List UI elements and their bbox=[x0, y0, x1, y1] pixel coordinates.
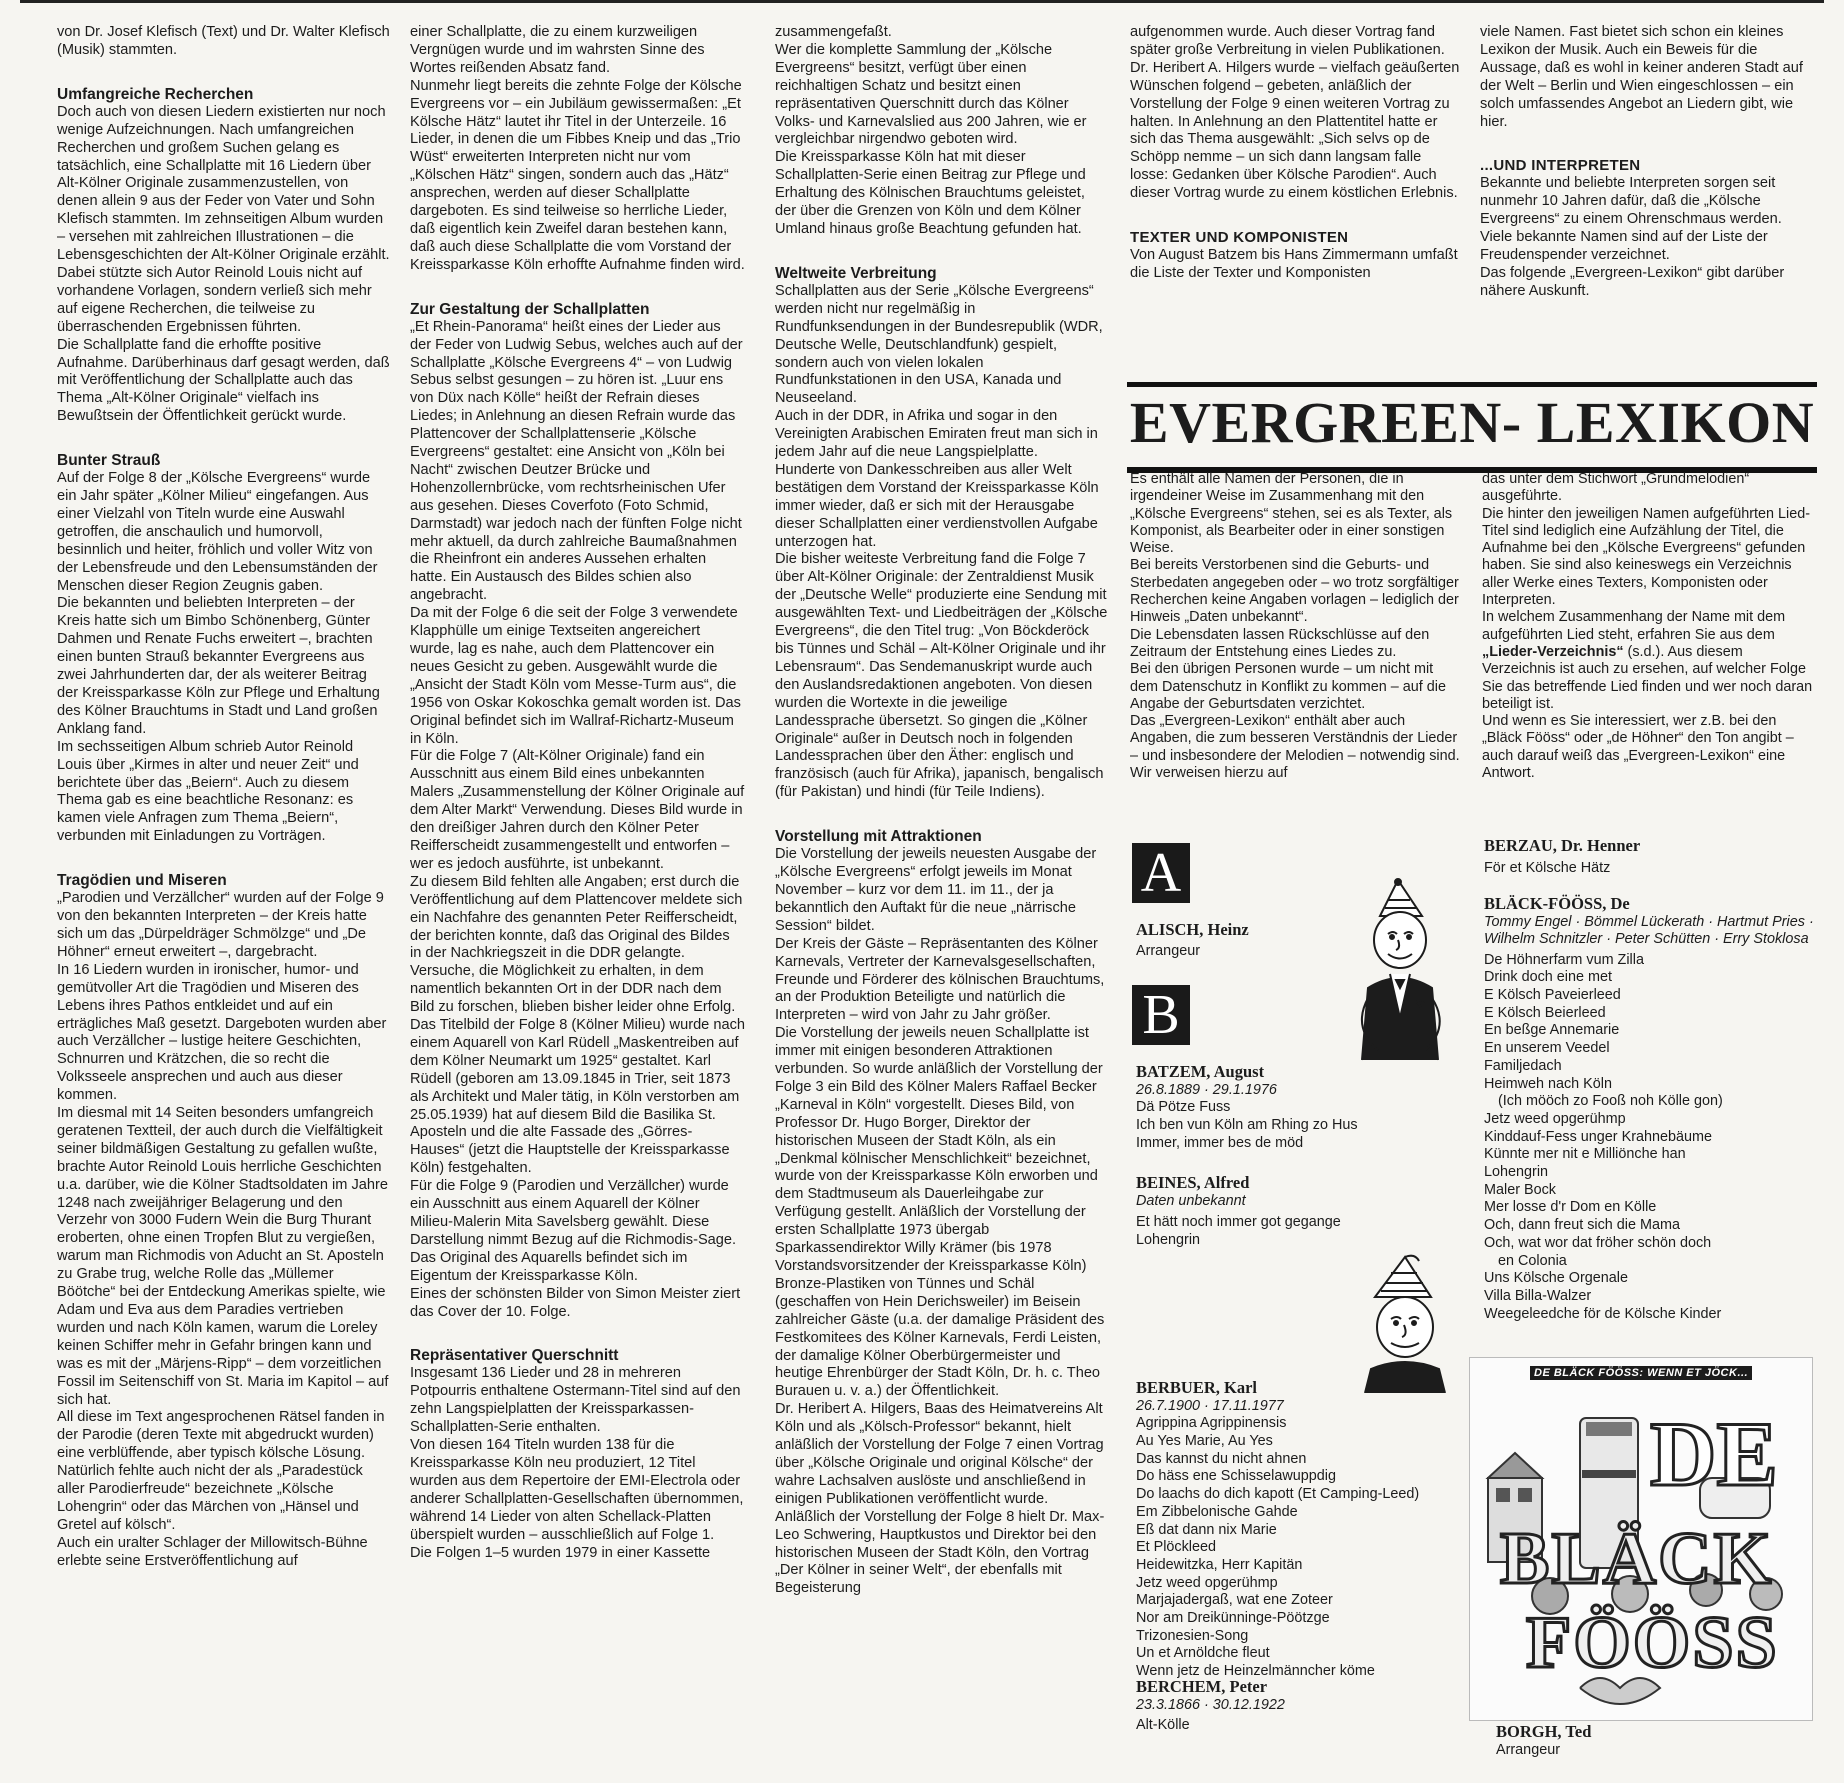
song-title: en Colonia bbox=[1498, 1252, 1567, 1269]
paragraph: Die Vorstellung der jeweils neuen Schallplatte ist immer mit einigen besonderen Attraktionen verbunden. So wurde anläßlich der Vorstellung der Folge 3 ein Bild des Kölner Malers Raffael Becker „Karneval in Köln“ vorgestellt. Dieses Bild, von Professor Dr. Hugo Borger, Direktor der historischen Museen der Stadt Köln, als ein „Denkmal kölnischer Menschlichkeit“ bezeichnet, wurde von der Kreissparkasse Köln erworben und dem Stadtmuseum als Dauerleihgabe zur Verfügung gestellt. Anläßlich der Vorstellung der ersten Schallplatte 1973 übergab Sparkassendirektor Willy Krämer (bis 1978 Vorstandsvorsitzender der Kreissparkasse Köln) Bronze-Plastiken von Tünnes und Schäl (geschaffen von Hein Derichsweiler) im Beisein zahlreicher Gäste (u.a. der damalige Präsident des Festkomitees des Kölner Karnevals, Ferdi Leisten, der damalige Kölner Oberbürgermeister und heutige Ehrenbürger der Stadt Köln, Dr. h. c. Theo Burauen u. v. a.) der Öffentlichkeit. bbox=[775, 1025, 1105, 1400]
song-title: Agrippina Agrippinensis bbox=[1136, 1415, 1287, 1432]
text-run: (s.d.). Aus diesem Verzeichnis ist auch zu ersehen, auf welcher Folge Sie das betreffende Lied finden und wer noch daran beteiligt ist. bbox=[1482, 643, 1813, 712]
album-logo-foeoess: FÖÖSS bbox=[1526, 1602, 1779, 1684]
lexikon-intro-right bbox=[1482, 471, 1814, 782]
paragraph: von Dr. Josef Klefisch (Text) und Dr. Walter Klefisch (Musik) stammten. bbox=[57, 24, 390, 58]
song-title: Au Yes Marie, Au Yes bbox=[1136, 1433, 1273, 1449]
song-list bbox=[1484, 952, 1814, 1324]
song-title: Em Zibbelonische Gahde bbox=[1136, 1503, 1298, 1520]
paragraph: Auch in der DDR, in Afrika und sogar in den Vereinigten Arabischen Emiraten freut man sich in jedem Jahr auf die neue Langspielplatte. bbox=[775, 408, 1098, 461]
paragraph: Für die Folge 9 (Parodien und Verzällcher) wurde ein Ausschnitt aus einem Aquarell der Kölner Milieu-Malerin Mita Savelsberg gewählt. Diese Darstellung nimmt Bezug auf die Richmodis-Sage. Das Original des Aquarells befindet sich im Eigentum der Kreissparkasse Köln. bbox=[410, 1178, 737, 1284]
paragraph: einer Schallplatte, die zu einem kurzweiligen Vergnügen wurde und im wahrsten Sinne des Wortes reißenden Absatz fand. bbox=[410, 24, 705, 76]
paragraph: viele Namen. Fast bietet sich schon ein kleines Lexikon der Musik. Auch ein Beweis für die Aussage, daß es wohl in keiner anderen Stadt auf der Welt – Berlin und Wien eingeschlossen – ein solch umfassendes Angebot an Liedern gibt, wie hier. bbox=[1480, 24, 1803, 130]
song-title: Kinddauf-Fess unger Krahnebäume bbox=[1484, 1128, 1712, 1145]
paragraph: Zu diesem Bild fehlten alle Angaben; erst durch die Veröffentlichung auf dem Plattencover meldete sich ein Nachfahre des genannten Peter Reifferscheidt, der berichten konnte, daß das Original des Bildes in der Nachkriegszeit in die DDR gelangte. Versuche, die Möglichkeit zu erhalten, in dem namentlich bekannten Ort in der DDR nach dem Bild zu forschen, blieben bisher leider ohne Erfolg. bbox=[410, 873, 743, 1016]
paragraph: Eines der schönsten Bilder von Simon Meister ziert das Cover der 10. Folge. bbox=[410, 1285, 741, 1320]
paragraph: Dr. Heribert A. Hilgers wurde – vielfach geäußerten Wünschen folgend – gebeten, anläßlich der Vorstellung der Folge 9 einen weiteren Vortrag zu halten. In Anlehnung an den Plattentitel hatte er sich das Thema ausgewählt: „Sich selvs op de Schöpp nemme – un sich dann langsam falle losse: Gedanken über Kölsche Parodien“. Auch dieser Vortrag wurde zu einem köstlichen Erlebnis. bbox=[1130, 59, 1460, 202]
paragraph: Im diesmal mit 14 Seiten besonders umfangreich geratenen Textteil, der auch durch die Vielfältigkeit seiner bildmäßigen Gestaltung zu gefallen wußte, brachte Autor Reinold Louis herrliche Geschichten u.a. darüber, wie die Kölner Stadtsoldaten im Jahre 1248 nach zweijähriger Belagerung und den Verzehr von 3000 Fudern Wein die Burg Thurant eroberten, ohne einen Tropfen Blut zu vergießen, warum man Richmodis von Aducht an St. Aposteln zu Grabe trug, welche Rolle das „Müllemer Böötche“ bei der Entdeckung Amerikas spielte, wie Adam und Eva aus dem Paradies vertrieben wurden und nach Köln kamen, warum die Loreley keinen Schiffer mehr in Gefahr bringen kann und was es mit der „Märjens-Ripp“ – dem vorzeitlichen Fossil im Seitenschiff von St. Maria im Kapitol – auf sich hat. bbox=[57, 1105, 389, 1408]
song-title: Villa Billa-Walzer bbox=[1484, 1287, 1592, 1304]
article-column-1 bbox=[57, 24, 390, 1776]
song-title: (Ich mööch zo Fooß noh Kölle gon) bbox=[1498, 1093, 1723, 1110]
paragraph: Von August Batzem bis Hans Zimmermann umfaßt die Liste der Texter und Komponisten bbox=[1130, 247, 1458, 281]
entry-name: BORGH, Ted bbox=[1496, 1722, 1592, 1741]
song-title: E Kölsch Beierleed bbox=[1484, 1004, 1606, 1021]
article-column-2 bbox=[410, 24, 745, 1776]
entry-beines bbox=[1136, 1173, 1376, 1250]
song-title: Dä Pötze Fuss bbox=[1136, 1099, 1231, 1116]
entry-borgh bbox=[1496, 1722, 1796, 1759]
paragraph: Doch auch von diesen Liedern existierten nur noch wenige Aufzeichnungen. Nach umfangreichen Recherchen und großem Suchen gelang es tatsächlich, eine Schallplatte mit 16 Liedern über Alt-Kölner Originale zusammenzustellen, von denen allein 9 aus der Feder von Vater und Sohn Klefisch stammten. Im zehnseitigen Album wurden – versehen mit zahlreichen Illustrationen – die Lebensgeschichten der Alt-Kölner Originale erzählt. bbox=[57, 103, 390, 264]
song-title: Lohengrin bbox=[1136, 1232, 1201, 1248]
entry-name: BERBUER, Karl bbox=[1136, 1378, 1258, 1397]
song-title: En beßge Annemarie bbox=[1484, 1022, 1620, 1039]
section-heading: Vorstellung mit Attraktionen bbox=[775, 828, 982, 846]
song-title: Do häss ene Schisselawuppdig bbox=[1136, 1468, 1336, 1485]
song-title: Jetz weed opgerühmp bbox=[1136, 1574, 1278, 1591]
album-cover-image bbox=[1469, 1357, 1813, 1721]
article-column-4 bbox=[1130, 24, 1463, 334]
entry-role: Arrangeur bbox=[1136, 943, 1200, 959]
section-heading: Weltweite Verbreitung bbox=[775, 264, 937, 282]
letter-a-marker: A bbox=[1132, 843, 1190, 903]
paragraph: Im sechsseitigen Album schrieb Autor Reinold Louis über „Kirmes in alter und neuer Zeit“ und berichtete über das „Beiern“. Auch zu diesem Thema gab es eine beachtliche Resonanz: es kamen viele Anfragen zum Thema „Beiern“, verbunden mit Einladungen zu Vorträgen. bbox=[57, 738, 359, 845]
song-title: Do laachs do dich kapott (Et Camping-Leed) bbox=[1136, 1486, 1420, 1503]
section-heading: Zur Gestaltung der Schallplatten bbox=[410, 300, 650, 318]
entry-name: BEINES, Alfred bbox=[1136, 1173, 1250, 1192]
section-heading: Umfangreiche Recherchen bbox=[57, 85, 254, 103]
text-run: In welchem Zusammenhang der Name mit dem aufgeführten Lied steht, erfahren Sie aus dem bbox=[1482, 609, 1786, 643]
song-title: Marjajadergaß, wat ene Zoteer bbox=[1136, 1592, 1333, 1609]
song-title: Immer, immer bes de möd bbox=[1136, 1134, 1304, 1151]
article-column-5 bbox=[1480, 24, 1815, 334]
paragraph: Für die Folge 7 (Alt-Kölner Originale) fand ein Ausschnitt aus einem Bild eines unbekannten Malers „Zusammenstellung der Kölner Originale auf dem Alter Markt“ Verwendung. Dieses Bild wurde in den dreißiger Jahren durch den Kölner Peter Reifferscheidt zusammengestellt und entworfen – wer es jedoch ausführte, ist unbekannt. bbox=[410, 748, 745, 872]
entry-name: ALISCH, Heinz bbox=[1136, 920, 1249, 939]
song-title: Och, dann freut sich die Mama bbox=[1484, 1217, 1680, 1234]
paragraph: In 16 Liedern wurden in ironischer, humor- und gemütvoller Art die Tragödien und Miseren des Lebens ihres Pathos entkleidet und auf ein erträgliches Maß gesetzt. Dargeboten wurden aber auch Verzällcher – lustige heitere Geschichten, Schnurren und Krätzchen, die so recht die Volksseele ansprechen und auch aus dieser kommen. bbox=[57, 961, 387, 1104]
entry-name: BATZEM, August bbox=[1136, 1062, 1265, 1081]
paragraph: Dr. Heribert A. Hilgers, Baas des Heimatvereins Alt Köln und als „Kölsch-Professor“ bekannt, hielt anläßlich der Vorstellung der Folge 7 einen Vortrag über „Kölsche Originale und original Kölsche“ der wahre Lachsalven auslöste und anschließend in einigen Publikationen veröffentlicht wurde. Anläßlich der Vorstellung der Folge 8 hielt Dr. Max-Leo Schwering, Hauptkustos und Direktor bei den historischen Museen der Stadt Köln, den Vortrag „Der Kölner in seiner Welt“, der ebenfalls mit Begeisterung bbox=[775, 1401, 1105, 1597]
album-logo-blaeck: BLÄCK bbox=[1500, 1518, 1774, 1600]
song-title: Drink doch eine met bbox=[1484, 969, 1612, 986]
section-heading: Bunter Strauß bbox=[57, 452, 161, 470]
paragraph: Die bekannten und beliebten Interpreten – der Kreis hatte sich um Bimbo Schönenberg, Günter Dahmen und Renate Fuchs erweitert –, brachten einen bunten Strauß bekannter Evergreens aus zwei Jahrhunderten dar, der als weiterer Beitrag der Kreissparkasse Köln zur Pflege und Erhaltung des Kölner Brauchtums in Stadt und Land großen Anklang fand. bbox=[57, 595, 380, 737]
paragraph: Die Vorstellung der jeweils neuesten Ausgabe der „Kölsche Evergreens“ erfolgt jeweils im Monat November – kurz vor dem 11. im 11., der ja bekanntlich den Auftakt für die neue „närrische Session“ bildet. bbox=[775, 846, 1097, 934]
song-title: E Kölsch Paveierleed bbox=[1484, 987, 1621, 1003]
entry-name: BLÄCK-FÖÖSS, De bbox=[1484, 894, 1630, 913]
section-heading: Repräsentativer Querschnitt bbox=[410, 1347, 619, 1365]
song-title: Jetz weed opgerühmp bbox=[1484, 1110, 1626, 1127]
paragraph: Wer die komplette Sammlung der „Kölsche Evergreens“ besitzt, verfügt über einen reichhaltigen Schatz und besitzt einen repräsentativen Querschnitt durch das Kölner Volks- und Karnevalslied aus 200 Jahren, wie er vergleichbar nirgendwo geboten wird. bbox=[775, 41, 1087, 148]
song-title: Heimweh nach Köln bbox=[1484, 1075, 1612, 1092]
paragraph: Es enthält alle Namen der Personen, die in irgendeiner Weise im Zusammenhang mit den „Kölsche Evergreens“ stehen, sei es als Texter, als Komponist, als Bearbeiter oder in einer sonstigen Weise. bbox=[1130, 471, 1453, 557]
song-title: Och, wat wor dat fröher schön doch bbox=[1484, 1234, 1712, 1251]
song-title: Künnte mer nit e Milliönche han bbox=[1484, 1146, 1686, 1163]
paragraph: zusammengefaßt. bbox=[775, 24, 892, 40]
entry-role: Arrangeur bbox=[1496, 1742, 1560, 1758]
paragraph: Auch ein uralter Schlager der Millowitsch-Bühne erlebte seine Erstveröffentlichung auf bbox=[57, 1534, 368, 1569]
paragraph: Von diesen 164 Titeln wurden 138 für die Kreissparkasse Köln neu produziert, 12 Titel wurden aus dem Repertoire der EMI-Electrola oder anderer Schallplatten-Gesellschaften übernommen, während 14 Lieder von alten Schellack-Platten überspielt wurden – ausschließlich auf Folge 1. bbox=[410, 1437, 744, 1543]
song-title: En unserem Veedel bbox=[1484, 1040, 1610, 1057]
song-title: Mer losse d'r Dom en Kölle bbox=[1484, 1199, 1657, 1216]
album-top-text: DE BLÄCK FÖÖSS: WENN ET JÖCK... bbox=[1530, 1366, 1752, 1380]
paragraph: Bei bereits Verstorbenen sind die Geburts- und Sterbedaten angegeben oder – wo trotz sorgfältiger Recherchen keine Angaben vorlagen – lediglich der Hinweis „Daten unbekannt“. bbox=[1130, 557, 1459, 626]
band-members: Tommy Engel · Bömmel Lückerath · Hartmut Pries · Wilhelm Schnitzler · Peter Schütten · Erry Stoklosa bbox=[1484, 914, 1814, 948]
song-title: Familjedach bbox=[1484, 1057, 1562, 1074]
entry-berbuer bbox=[1136, 1378, 1466, 1681]
paragraph: aufgenommen wurde. Auch dieser Vortrag fand später große Verbreitung in vielen Publikationen. bbox=[1130, 24, 1445, 58]
paragraph: Die hinter den jeweiligen Namen aufgeführten Lied-Titel sind lediglich eine Aufzählung der Titel, die Aufnahme bei den „Kölsche Evergreens“ gefunden haben. Sie sind also keineswegs ein Verzeichnis aller Werke eines Texters, Komponisten oder Interpreten. bbox=[1482, 505, 1810, 609]
paragraph: Natürlich fehlte auch nicht der als „Paradestück aller Parodierfreude“ bezeichnete „Kölsche Lohengrin“ oder das Märchen von „Hänsel und Gretel auf kölsch“. bbox=[57, 1463, 363, 1533]
paragraph: Da mit der Folge 6 die seit der Folge 3 verwendete Klapphülle um einige Textseiten angereichert wurde, lag es nahe, auch dem Plattencover ein neues Gesicht zu geben. Ausgewählt wurde die „Ansicht der Stadt Köln vom Messe-Turm aus“, die 1956 von Oskar Kokoschka gemalt worden ist. Das Original befindet sich im Wallraf-Richartz-Museum in Köln. bbox=[410, 605, 741, 747]
album-logo-de: DE bbox=[1650, 1403, 1778, 1505]
song-title: För et Kölsche Hätz bbox=[1484, 860, 1611, 876]
song-title: Un et Arnöldche fleut bbox=[1136, 1645, 1270, 1662]
song-title: Eß dat dann nix Marie bbox=[1136, 1521, 1277, 1538]
entry-name: BERCHEM, Peter bbox=[1136, 1677, 1268, 1696]
paragraph: Bekannte und beliebte Interpreten sorgen seit nunmehr 10 Jahren dafür, daß die „Kölsche Evergreens“ zu einem Ohrenschmaus werden. Viele bekannte Namen sind auf der Liste der Freudenspender verzeichnet. bbox=[1480, 175, 1782, 264]
song-title: Et hätt noch immer got gegange bbox=[1136, 1214, 1341, 1231]
paragraph: Nunmehr liegt bereits die zehnte Folge der Kölsche Evergreens vor – ein Jubiläum gewissermaßen: „Et Kölsche Hätz“ lautet ihr Titel in der Unterzeile. 16 Lieder, in denen die um Fibbes Kneip und das „Trio Wüst“ erweiterten Interpreten nicht nur vom „Kölschen Hätz“ singen, sondern auch das „Hätz“ ansprechen, werden auf dieser Schallplatte dargeboten. Es sind teilweise so herrliche Lieder, daß eigentlich kein Zweifel daran bestehen kann, daß auch diese Schallplatte die vom Vorstand der Kreissparkasse Köln erhoffte Aufnahme finden wird. bbox=[410, 77, 745, 273]
section-heading: TEXTER UND KOMPONISTEN bbox=[1130, 229, 1349, 247]
paragraph: Die Kreissparkasse Köln hat mit dieser Schallplatten-Serie einen Beitrag zur Pflege und Erhaltung des Kölnischen Brauchtums geleistet, der über die Grenzen von Köln und dem Kölner Umland hinaus große Beachtung gefunden hat. bbox=[775, 149, 1086, 237]
paragraph: „Et Rhein-Panorama“ heißt eines der Lieder aus der Feder von Ludwig Sebus, welches auch auf der Schallplatte „Kölsche Evergreens 4“ – von Ludwig Sebus selbst gesungen – zu hören ist. „Luur ens von Düx nach Kölle“ heißt der Refrain dieses Liedes; in Anlehnung an diesen Refrain wurde das Plattencover der Schallplattenserie „Kölsche Evergreens“ gestaltet: eine Ansicht von „Köln bei Nacht“ zwischen Deutzer Brücke und Hohenzollernbrücke, vom rechtsrheinischen Ufer aus gesehen. Dieses Coverfoto (Foto Schmid, Darmstadt) war jedoch nach der fünften Folge nicht mehr aktuell, da durch zahlreiche Baumaßnahmen die Rheinfront ein anderes Aussehen erhalten hatte. Ein Austausch des Bildes schien also angebracht. bbox=[410, 318, 743, 604]
song-list bbox=[1136, 1415, 1466, 1681]
song-title: Lohengrin bbox=[1484, 1164, 1549, 1181]
paragraph: Die Schallplatte fand die erhoffte positive Aufnahme. Darüberhinaus darf gesagt werden, daß mit Veröffentlichung der Schallplatte auch das Thema „Alt-Kölner Originale“ vielfach ins Bewußtsein der Öffentlichkeit gerückt wurde. bbox=[57, 336, 390, 425]
song-title: Et Plöckleed bbox=[1136, 1539, 1216, 1556]
letter-b-marker: B bbox=[1132, 985, 1190, 1045]
lexikon-intro-left bbox=[1130, 471, 1460, 782]
top-rule bbox=[20, 0, 1824, 3]
paragraph: Und wenn es Sie interessiert, wer z.B. bei den „Bläck Fööss“ oder „de Höhner“ den Ton angibt – auch darauf weiß das „Evergreen-Lexikon“ eine Antwort. bbox=[1482, 713, 1794, 782]
song-title: Weegeleedche för de Kölsche Kinder bbox=[1484, 1305, 1722, 1322]
entry-batzem bbox=[1136, 1062, 1376, 1152]
entry-berchem bbox=[1136, 1677, 1436, 1735]
paragraph: Die bisher weiteste Verbreitung fand die Folge 7 über Alt-Kölner Originale: der Zentraldienst Musik der „Deutsche Welle“ produzierte eine Sendung mit ausgewählten Text- und Liedbeiträgen der „Kölsche Evergreens“, die den Titel trug: „Von Böckderöck bis Tünnes und Schäl – Alt-Kölner Originale und ihr Lebensraum“. Das Sendemanuskript wurde auch den Auslandsredaktionen angeboten. Von diesen wurden die Wortexte in die jeweilige Landessprache übersetzt. So gingen die „Kölner Originale“ außer in Deutsch noch in folgenden Landessprachen über den Äther: englisch und französisch (auch für Afrika), japanisch, bengalisch (für Pakistan) und hindi (für Teile Indiens). bbox=[775, 551, 1108, 801]
paragraph: Bei den übrigen Personen wurde – um nicht mit dem Datenschutz in Konflikt zu kommen – auf die Angabe der Geburtsdaten verzichtet. bbox=[1130, 661, 1446, 712]
paragraph: „Parodien und Verzällcher“ wurden auf der Folge 9 von den bekannten Interpreten – der Kreis hatte sich um das „Dürpeldräger Schmölzge“ und „De Höhner“ erneut erweitert –, dargebracht. bbox=[57, 890, 384, 960]
article-column-3 bbox=[775, 24, 1108, 1776]
paragraph bbox=[1482, 609, 1814, 713]
paragraph: Hunderte von Dankesschreiben aus aller Welt bestätigen dem Vorstand der Kreissparkasse Köln immer wieder, daß er sich mit der Herausgabe dieser Schallplatten einer verdienstvollen Aufgabe unterzogen hat. bbox=[775, 461, 1099, 550]
paragraph: Der Kreis der Gäste – Repräsentanten des Kölner Karnevals, Vertreter der Karnevalsgesellschaften, Freunde und Förderer des kölnischen Brauchtums, an der Produktion Beteiligte und natürlich die Interpreten – wird von Jahr zu Jahr größer. bbox=[775, 935, 1105, 1024]
song-title: Trizonesien-Song bbox=[1136, 1627, 1249, 1644]
song-title: Ich ben vun Köln am Rhing zo Hus bbox=[1136, 1117, 1358, 1133]
paragraph: das unter dem Stichwort „Grundmelodien“ ausgeführte. bbox=[1482, 471, 1750, 505]
song-title: Nor am Dreikünninge-Pöötzge bbox=[1136, 1610, 1330, 1627]
song-title: Alt-Kölle bbox=[1136, 1717, 1190, 1734]
paragraph: Das Titelbild der Folge 8 (Kölner Milieu) wurde nach einem Aquarell von Karl Rüdell „Maskentreiben auf dem Kölner Neumarkt um 1925“ gestaltet. Karl Rüdell (geboren am 13.09.1845 in Trier, seit 1873 als Architekt und Maler tätig, in Köln verstorben am 25.05.1939) hat auf diesem Bild die Basilika St. Aposteln und die alte Fassade des „Görres-Hauses“ (jetzt die Hauptstelle der Kreissparkasse Köln) festgehalten. bbox=[410, 1017, 745, 1177]
entry-blaeck-foeoess bbox=[1484, 894, 1814, 1323]
song-title: De Höhnerfarm vum Zilla bbox=[1484, 951, 1644, 968]
song-title: Das kannst du nicht ahnen bbox=[1136, 1450, 1307, 1467]
banner-title: EVERGREEN- LEXIKON bbox=[1129, 390, 1815, 455]
section-heading: ...UND INTERPRETEN bbox=[1480, 157, 1641, 175]
entry-berzau bbox=[1484, 836, 1814, 878]
paragraph: Dabei stützte sich Autor Reinold Louis nicht auf vorhandene Vorlagen, sondern verließ sich mehr auf eigene Recherchen, die teilweise zu überraschenden Ergebnissen führten. bbox=[57, 264, 372, 335]
caricature-portrait bbox=[1345, 1253, 1463, 1393]
entry-dates: 23.3.1866 · 30.12.1922 bbox=[1136, 1697, 1285, 1713]
caricature-portrait bbox=[1340, 878, 1462, 1063]
paragraph: Das „Evergreen-Lexikon“ enthält aber auch Angaben, die zum besseren Verständnis der Lieder – und insbesondere der Melodien – notwendig sind. Wir verweisen hierzu auf bbox=[1130, 713, 1460, 782]
song-title: Uns Kölsche Orgenale bbox=[1484, 1270, 1628, 1287]
paragraph: All diese im Text angesprochenen Rätsel fanden in der Parodie (deren Texte mit abgedruckt wurden) eine verblüffende, aber typisch kölsche Lösung. bbox=[57, 1409, 385, 1462]
lexikon-banner bbox=[1127, 382, 1817, 473]
song-title: Wenn jetz de Heinzelmänncher köme bbox=[1136, 1663, 1375, 1680]
paragraph: Insgesamt 136 Lieder und 28 in mehreren Potpourris enthaltene Ostermann-Titel sind auf den zehn Langspielplatten der Kreissparkassen-Schallplatten-Serie enthalten. bbox=[410, 1365, 741, 1436]
entry-dates: Daten unbekannt bbox=[1136, 1193, 1246, 1209]
paragraph: Die Folgen 1–5 wurden 1979 in einer Kassette bbox=[410, 1544, 711, 1561]
paragraph: Die Lebensdaten lassen Rückschlüsse auf den Zeitraum der Entstehung eines Liedes zu. bbox=[1130, 626, 1430, 660]
lieder-verzeichnis-reference: „Lieder-Verzeichnis“ bbox=[1482, 643, 1624, 660]
entry-alisch bbox=[1136, 920, 1356, 960]
entry-name: BERZAU, Dr. Henner bbox=[1484, 836, 1641, 855]
paragraph: Das folgende „Evergreen-Lexikon“ gibt darüber nähere Auskunft. bbox=[1480, 264, 1785, 299]
paragraph: Auf der Folge 8 der „Kölsche Evergreens“ wurde ein Jahr später „Kölner Milieu“ eingefangen. Aus einer Vielzahl von Titeln wurde eine Auswahl getroffen, die anschaulich und humorvoll, besinnlich und heiter, fröhlich und voller Witz von der Lebensfreude und den Lebensumständen der Menschen dieser Region Zeugnis gaben. bbox=[57, 470, 378, 594]
song-title: Maler Bock bbox=[1484, 1181, 1556, 1198]
entry-dates: 26.7.1900 · 17.11.1977 bbox=[1136, 1398, 1284, 1414]
entry-dates: 26.8.1889 · 29.1.1976 bbox=[1136, 1082, 1277, 1098]
song-title: Heidewitzka, Herr Kapitän bbox=[1136, 1556, 1303, 1573]
section-heading: Tragödien und Miseren bbox=[57, 872, 227, 890]
paragraph: Schallplatten aus der Serie „Kölsche Evergreens“ werden nicht nur regelmäßig in Rundfunksendungen in der Bundesrepublik (WDR, Deutsche Welle, Deutschlandfunk) gespielt, sondern auch von vielen lokalen Rundfunkstationen in den USA, Kanada und Neuseeland. bbox=[775, 282, 1103, 407]
